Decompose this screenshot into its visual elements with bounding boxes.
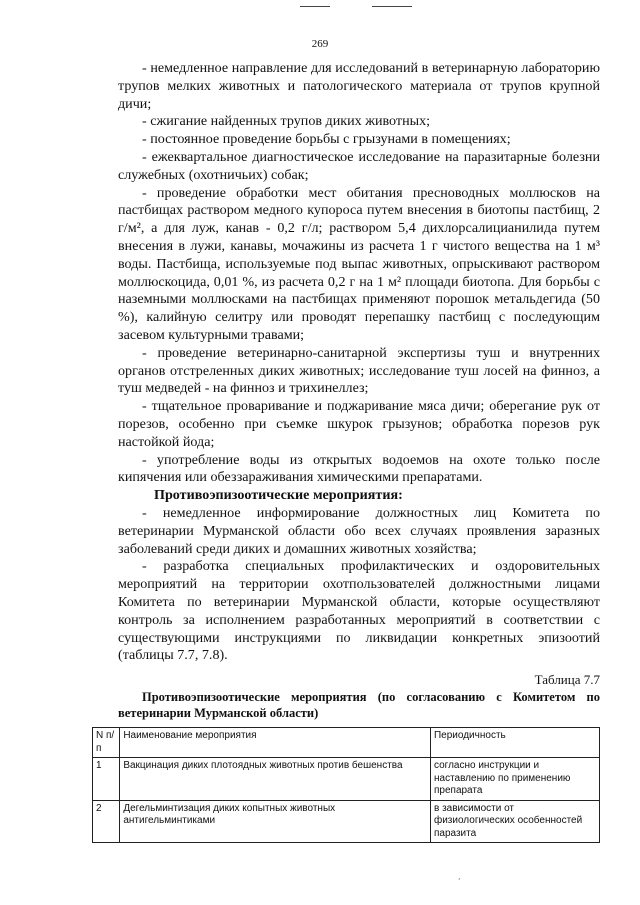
paragraph: - ежеквартальное диагностическое исследование на паразитарные болезни служебных (охотничьих) собак;: [118, 148, 600, 183]
cell-number: 2: [93, 800, 120, 843]
paragraph: - немедленное информирование должностных лиц Комитета по ветеринарии Мурманской области обо всех случаях проявления заразных заболеваний среди диких и домашних животных хозяйства;: [118, 504, 600, 557]
cell-measure: Вакцинация диких плотоядных животных против бешенства: [120, 758, 431, 801]
measures-table: [92, 727, 600, 843]
section-heading: Противоэпизоотические мероприятия:: [154, 487, 403, 504]
page-number: 269: [311, 38, 329, 50]
paragraph: - проведение обработки мест обитания пресноводных моллюсков на пастбищах раствором медного купороса путем внесения в биотопы пастбищ, 2 г/м², а для луж, канав - 0,2 г/л; раствором 5,4 дихлорсалицианилида путем внесения в лужи, канавы, мочажины из расчета 1 г чистого вещества на 1 м³ воды. Пастбища, используемые под выпас животных, опрыскивают раствором моллюскоцида, 0,01 %, из расчета 0,2 г на 1 м² площади биотопа. Для борьбы с наземными моллюсками на пастбищах применяют порошок метальдегида (50 %), калийную селитру или проводят перепашку пастбищ с последующим засевом культурными травами;: [118, 184, 600, 343]
table-row: [93, 758, 600, 801]
header-periodicity: Периодичность: [430, 728, 599, 758]
cell-number: 1: [93, 758, 120, 801]
top-rule-right: [372, 6, 412, 7]
paragraph: - немедленное направление для исследований в ветеринарную лабораторию трупов мелких животных и патологического материала от трупов крупной дичи;: [118, 60, 600, 112]
paragraph: - употребление воды из открытых водоемов на охоте только после кипячения или обеззараживания химическими препаратами.: [118, 451, 600, 486]
scan-speck: ,: [458, 872, 461, 881]
cell-periodicity: согласно инструкции и наставлению по применению препарата: [430, 758, 599, 801]
paragraph: - постоянное проведение борьбы с грызунами в помещениях;: [142, 131, 511, 148]
cell-measure: Дегельминтизация диких копытных животных антигельминтиками: [120, 800, 431, 843]
table-row: [93, 800, 600, 843]
paragraph: - проведение ветеринарно-санитарной экспертизы туш и внутренних органов отстреленных диких животных; исследование туш лосей на финноз, а туш медведей - на финноз и трихинеллез;: [118, 344, 600, 397]
paragraph: - сжигание найденных трупов диких животных;: [142, 113, 431, 130]
top-rule-left: [300, 6, 330, 7]
table-header-row: [93, 728, 600, 758]
cell-periodicity: в зависимости от физиологических особенностей паразита: [430, 800, 599, 843]
header-measure: Наименование мероприятия: [120, 728, 431, 758]
table-title: Противоэпизоотические мероприятия (по согласованию с Комитетом по ветеринарии Мурманской области): [118, 689, 600, 720]
body-text: [118, 60, 600, 721]
paragraph: - разработка специальных профилактических и оздоровительных мероприятий на территории охотпользователей должностными лицами Комитета по ветеринарии Мурманской области, которые осуществляют контроль за исполнением разработанных мероприятий в соответствии с существующими инструкциями по ликвидации конкретных эпизоотий (таблицы 7.7, 7.8).: [118, 558, 600, 664]
header-number: N п/п: [93, 728, 120, 758]
table-reference: Таблица 7.7: [534, 672, 600, 688]
paragraph: - тщательное проваривание и поджаривание мяса дичи; оберегание рук от порезов, особенно при съемке шкурок грызунов; обработка порезов рук настойкой йода;: [118, 398, 600, 450]
